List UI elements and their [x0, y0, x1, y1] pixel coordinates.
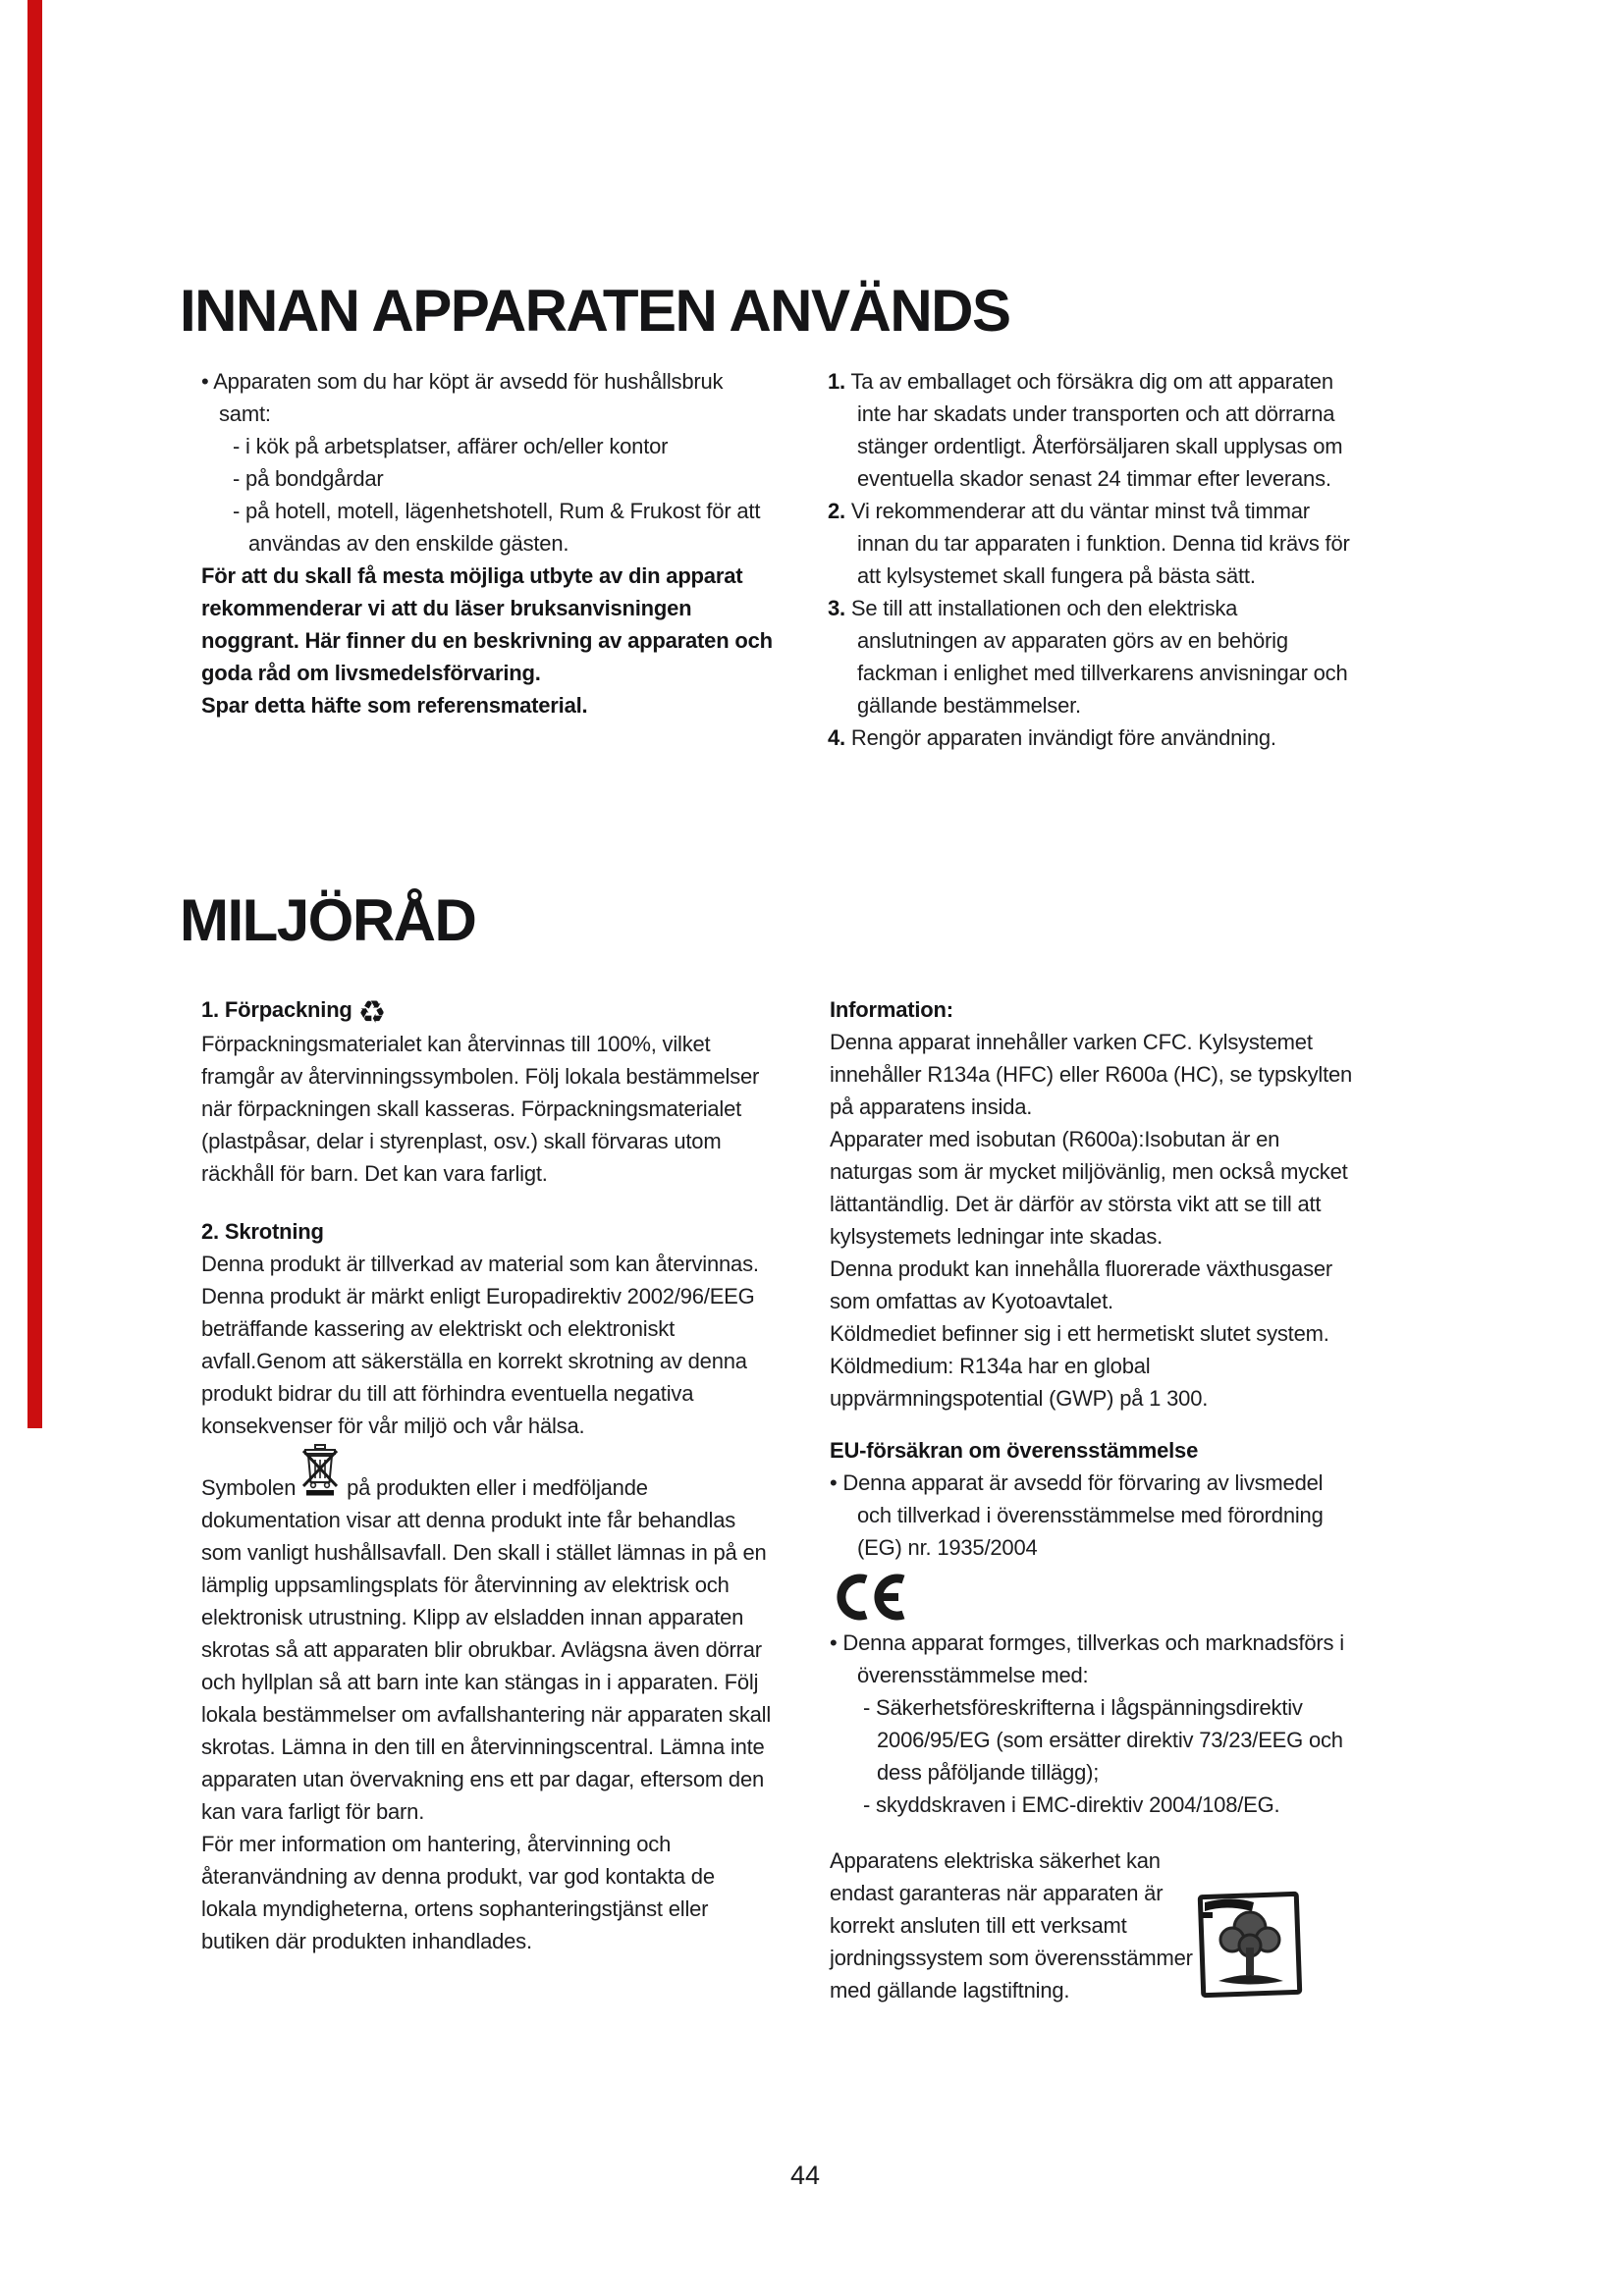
step-text: Ta av emballaget och försäkra dig om att apparaten inte har skadats under transporten och att dörrarna stänger ordentligt. Återförsäljaren skall upplysas om eventuella skador senast 24 timmar efter leverans.: [850, 369, 1343, 491]
read-manual-note: För att du skall få mesta möjliga utbyte av din apparat rekommenderar vi att du läser bruksanvisningen noggrant. Här finner du en beskrivning av apparaten och goda råd om livsmedelsförvaring.: [201, 563, 773, 685]
step-number: 2.: [828, 499, 845, 523]
page-number: 44: [789, 2161, 821, 2190]
step-number: 1.: [828, 369, 845, 394]
section2-title: MILJÖRÅD: [180, 887, 476, 953]
emc-directive-item: - skyddskraven i EMC-direktiv 2004/108/EG.: [863, 1792, 1280, 1817]
tree-icon: [1195, 1887, 1305, 2002]
use-case-item: - på bondgårdar: [233, 466, 384, 491]
electrical-safety-paragraph: Apparatens elektriska säkerhet kan endast garanteras när apparaten är korrekt ansluten till ett verksamt jordningssystem som överensstämmer med gällande lagstiftning.: [830, 1848, 1193, 2002]
setup-step: [828, 495, 1358, 592]
step-text: Rengör apparaten invändigt före användning.: [850, 725, 1276, 750]
section1-right-column: [828, 365, 1358, 754]
weee-bin-icon: [301, 1489, 341, 1495]
step-number: 4.: [828, 725, 845, 750]
step-number: 3.: [828, 596, 845, 620]
section2-right-column: [830, 993, 1360, 2006]
left-margin-red-bar: [27, 0, 42, 1428]
isobutane-paragraph: Apparater med isobutan (R600a):Isobutan är en naturgas som är mycket miljövänlig, men också mycket lättantändlig. Det är därför av största vikt att se till att kylsystemets ledningar inte skadas.: [830, 1127, 1348, 1249]
section2-left-column: [201, 993, 776, 1957]
keep-booklet-note: Spar detta häfte som referensmaterial.: [201, 693, 588, 718]
scrapping-subheading: 2. Skrotning: [201, 1219, 324, 1244]
greenhouse-gas-paragraph: Denna produkt kan innehålla fluorerade växthusgaser som omfattas av Kyotoavtalet.: [830, 1256, 1333, 1313]
ce-mark-icon: [834, 1574, 1360, 1621]
packaging-paragraph: Förpackningsmaterialet kan återvinnas till 100%, vilket framgår av återvinningssymbolen. Följ lokala bestämmelser när förpackningen skall kasseras. Förpackningsmaterialet (plastpåsar, delar i styrenplast, osv.) skall förvaras utom räckhåll för barn. Det kan vara farligt.: [201, 1032, 760, 1186]
low-voltage-directive-item: - Säkerhetsföreskrifterna i lågspänningsdirektiv 2006/95/EG (som ersätter direktiv 73/23/EEG och dess påföljande tillägg);: [863, 1695, 1343, 1785]
conformity-bullet: • Denna apparat formges, tillverkas och marknadsförs i överensstämmelse med:: [830, 1630, 1344, 1687]
gwp-paragraph: Köldmedium: R134a har en global uppvärmningspotential (GWP) på 1 300.: [830, 1354, 1209, 1411]
use-case-item: - på hotell, motell, lägenhetshotell, Rum & Frukost för att användas av den enskilde gästen.: [233, 499, 761, 556]
eu-declaration-subheading: EU-försäkran om överensstämmelse: [830, 1438, 1199, 1463]
food-storage-bullet: • Denna apparat är avsedd för förvaring av livsmedel och tillverkad i överensstämmelse med förordning (EG) nr. 1935/2004: [830, 1470, 1324, 1560]
setup-step: [828, 592, 1358, 721]
scrapping-paragraph: Denna produkt är tillverkad av material som kan återvinnas. Denna produkt är märkt enligt Europadirektiv 2002/96/EEG beträffande kassering av elektriskt och elektroniskt avfall.Genom att säkerställa en korrekt skrotning av denna produkt bidrar du till att förhindra eventuella negativa konsekvenser för vår miljö och vår hälsa.: [201, 1252, 759, 1438]
disposal-info-paragraph: För mer information om hantering, återvinning och återanvändning av denna produkt, var god kontakta de lokala myndigheterna, ortens sophanteringstjänst eller butiken där produkten inhandlades.: [201, 1832, 715, 1953]
refrigerant-paragraph: Denna apparat innehåller varken CFC. Kylsystemet innehåller R134a (HFC) eller R600a (HC), se typskylten på apparatens insida.: [830, 1030, 1353, 1119]
section1-left-column: [201, 365, 776, 721]
section1-title: INNAN APPARATEN ANVÄNDS: [180, 278, 1010, 344]
use-case-item: - i kök på arbetsplatser, affärer och/eller kontor: [233, 434, 669, 458]
packaging-subheading: 1. Förpackning ♻: [201, 993, 387, 1031]
setup-step: [828, 721, 1358, 754]
hermetic-system-paragraph: Köldmediet befinner sig i ett hermetiskt slutet system.: [830, 1321, 1329, 1346]
intended-use-intro: • Apparaten som du har köpt är avsedd för hushållsbruk samt:: [201, 369, 724, 426]
recycling-icon: ♻: [357, 993, 387, 1031]
information-subheading: Information:: [830, 997, 953, 1022]
step-text: Se till att installationen och den elektriska anslutningen av apparaten görs av en behörig fackman i enlighet med tillverkarens anvisningar och gällande bestämmelser.: [850, 596, 1348, 718]
setup-steps-list: [828, 365, 1358, 754]
setup-step: [828, 365, 1358, 495]
step-text: Vi rekommenderar att du väntar minst två timmar innan du tar apparaten i funktion. Denna tid krävs för att kylsystemet skall fungera på bästa sätt.: [850, 499, 1350, 588]
weee-symbol-paragraph: Symbolen på produkten eller i medföljande dokumentation visar att denna produkt inte får behandlas som vanligt hushållsavfall. Den skall i stället lämnas in på en lämplig uppsamlingsplats för återvinning av elektrisk och elektronisk utrustning. Klipp av elsladden innan apparaten skrotas så att apparaten blir obrukbar. Avlägsna även dörrar och hyllplan så att barn inte kan stängas in i apparaten. Följ lokala bestämmelser om avfallshantering när apparaten skall skrotas. Lämna in den till en återvinningscentral. Lämna inte apparaten utan övervakning ens ett par dagar, eftersom den kan vara farligt för barn.: [201, 1471, 776, 1828]
